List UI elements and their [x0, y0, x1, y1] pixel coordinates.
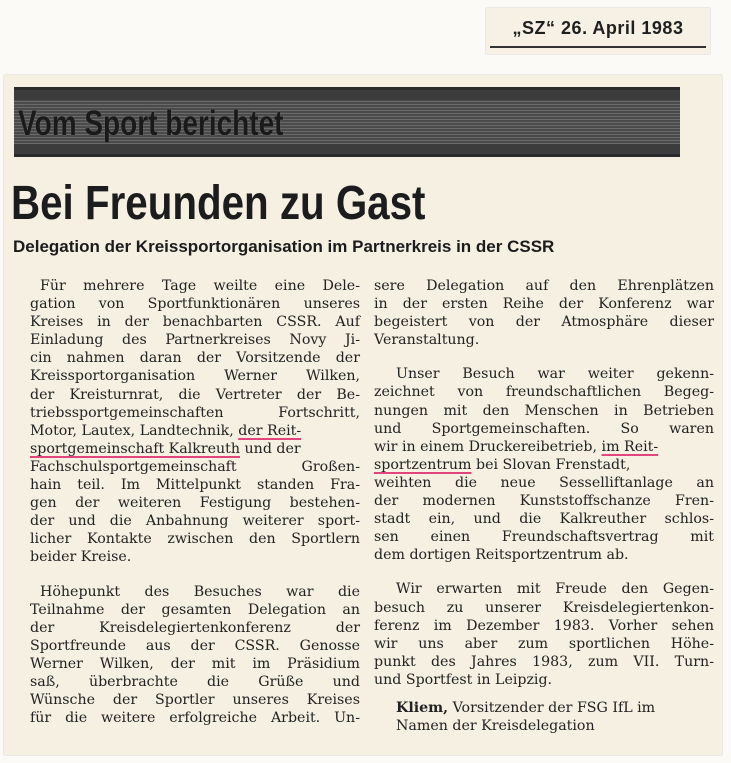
text-line: Unser Besuch war weiter gekenn- — [396, 366, 714, 383]
text-line: sen einen Freundschaftsvertrag mit — [374, 529, 714, 546]
paragraph — [30, 583, 360, 728]
text-line: für die weitere erfolgreiche Arbeit. Un- — [30, 710, 360, 727]
text-line: der Kreisdelegiertenkonferenz der — [30, 619, 360, 636]
text-line: und Sportfest in Leipzig. — [374, 671, 553, 688]
text-line: ferenz im Dezember 1983. Vorher sehen — [374, 617, 714, 634]
paragraph — [30, 277, 360, 567]
text-line: sportzentrum bei Slovan Frenstadt, — [374, 456, 631, 473]
text-line: licher Kontakte zwischen den Sportlern — [30, 531, 360, 548]
text-line: Veranstaltung. — [374, 332, 480, 349]
text-line: gation von Sportfunktionären unseres — [30, 296, 360, 313]
text-line: Fachschulsportgemeinschaft Großen- — [30, 458, 360, 475]
signature-block — [374, 699, 714, 735]
text-line: wir uns aber zum sportlichen Höhe- — [374, 635, 714, 652]
text-line: der und die Anbahnung weiterer sport- — [30, 513, 360, 530]
text-line: weihten die neue Sesselliftanlage an — [374, 474, 714, 491]
text-line: nungen mit den Menschen in Betrieben — [374, 402, 714, 419]
text-line: Wir erwarten mit Freude den Gegen- — [396, 581, 714, 598]
section-banner — [14, 87, 680, 157]
text-line: Namen der Kreisdelegation — [396, 718, 595, 735]
text-line: Sportfreunde aus der CSSR. Genosse — [30, 637, 360, 654]
text-line: gen der weiteren Festigung bestehen- — [30, 495, 360, 512]
paragraph — [374, 277, 714, 349]
text-line: besuch zu unserer Kreisdelegiertenkon- — [374, 599, 714, 616]
text-line: sere Delegation auf den Ehrenplätzen — [374, 278, 714, 294]
text-line: Wünsche der Sportler unseres Kreises — [30, 692, 360, 709]
text-line: hain teil. Im Mittelpunkt standen Fra- — [30, 477, 360, 494]
text-line: Kliem, Vorsitzender der FSG IfL im — [396, 699, 656, 716]
text-line: Kreises in der benachbarten CSSR. Auf — [30, 314, 360, 331]
article-headline: Bei Freunden zu Gast — [11, 177, 426, 230]
article-column-right — [374, 277, 714, 735]
text-line: der Kreisturnrat, die Vertreter der Be- — [30, 386, 360, 403]
text-line: Höhepunkt des Besuches war die — [40, 583, 360, 600]
text-line: Kreissportorganisation Werner Wilken, — [30, 368, 360, 385]
highlighted-text: der Reit- — [238, 422, 302, 439]
text-line: Für mehrere Tage weilte eine Dele- — [40, 278, 360, 294]
text-line: in der ersten Reihe der Konferenz war — [374, 296, 714, 313]
text-line: Werner Wilken, der mit im Präsidium — [30, 655, 360, 672]
article-clipping — [4, 75, 722, 755]
publication-date: „SZ“ 26. April 1983 — [512, 18, 684, 38]
text-line: Motor, Lautex, Landtechnik, der Reit- — [30, 422, 302, 439]
section-title: Vom Sport berichtet — [18, 104, 284, 143]
date-clipping — [486, 8, 710, 54]
paragraph — [374, 365, 714, 564]
text-line: Teilnahme der gesamten Delegation an — [30, 601, 360, 618]
text-line: und Sportgemeinschaften. So waren — [374, 420, 714, 437]
text-line: Einladung des Partnerkreises Novy Ji- — [30, 332, 360, 349]
text-line: triebssportgemeinschaften Fortschritt, — [30, 404, 360, 421]
text-line: der modernen Kunststoffschanze Fren- — [374, 493, 714, 510]
article-column-left — [30, 277, 360, 727]
text-line: punkt des Jahres 1983, zum VII. Turn- — [374, 653, 714, 670]
text-line: saß, überbrachte die Grüße und — [30, 673, 360, 690]
text-line: wir in einem Druckereibetrieb, im Reit- — [374, 438, 659, 455]
article-subheadline: Delegation der Kreissportorganisation im Partnerkreis in der CSSR — [13, 237, 555, 256]
text-line: zeichnet von freundschaftlichen Begeg- — [374, 384, 714, 401]
text-line: stadt ein, und die Kalkreuther schlos- — [374, 511, 714, 528]
text-line: cin nahmen daran der Vorsitzende der — [30, 350, 360, 367]
text-line: begeistert von der Atmosphäre dieser — [374, 314, 714, 331]
text-line: sportgemeinschaft Kalkreuth und der — [30, 440, 301, 457]
highlighted-text: im Reit- — [601, 438, 659, 455]
text-line: beider Kreise. — [30, 549, 132, 566]
author-name: Kliem, — [396, 699, 449, 716]
highlighted-text: sportzentrum — [374, 456, 472, 473]
text-line: dem dortigen Reitsportzentrum ab. — [374, 547, 629, 564]
date-rule — [490, 46, 706, 48]
paragraph — [374, 580, 714, 689]
highlighted-text: sportgemeinschaft Kalkreuth — [30, 440, 241, 457]
